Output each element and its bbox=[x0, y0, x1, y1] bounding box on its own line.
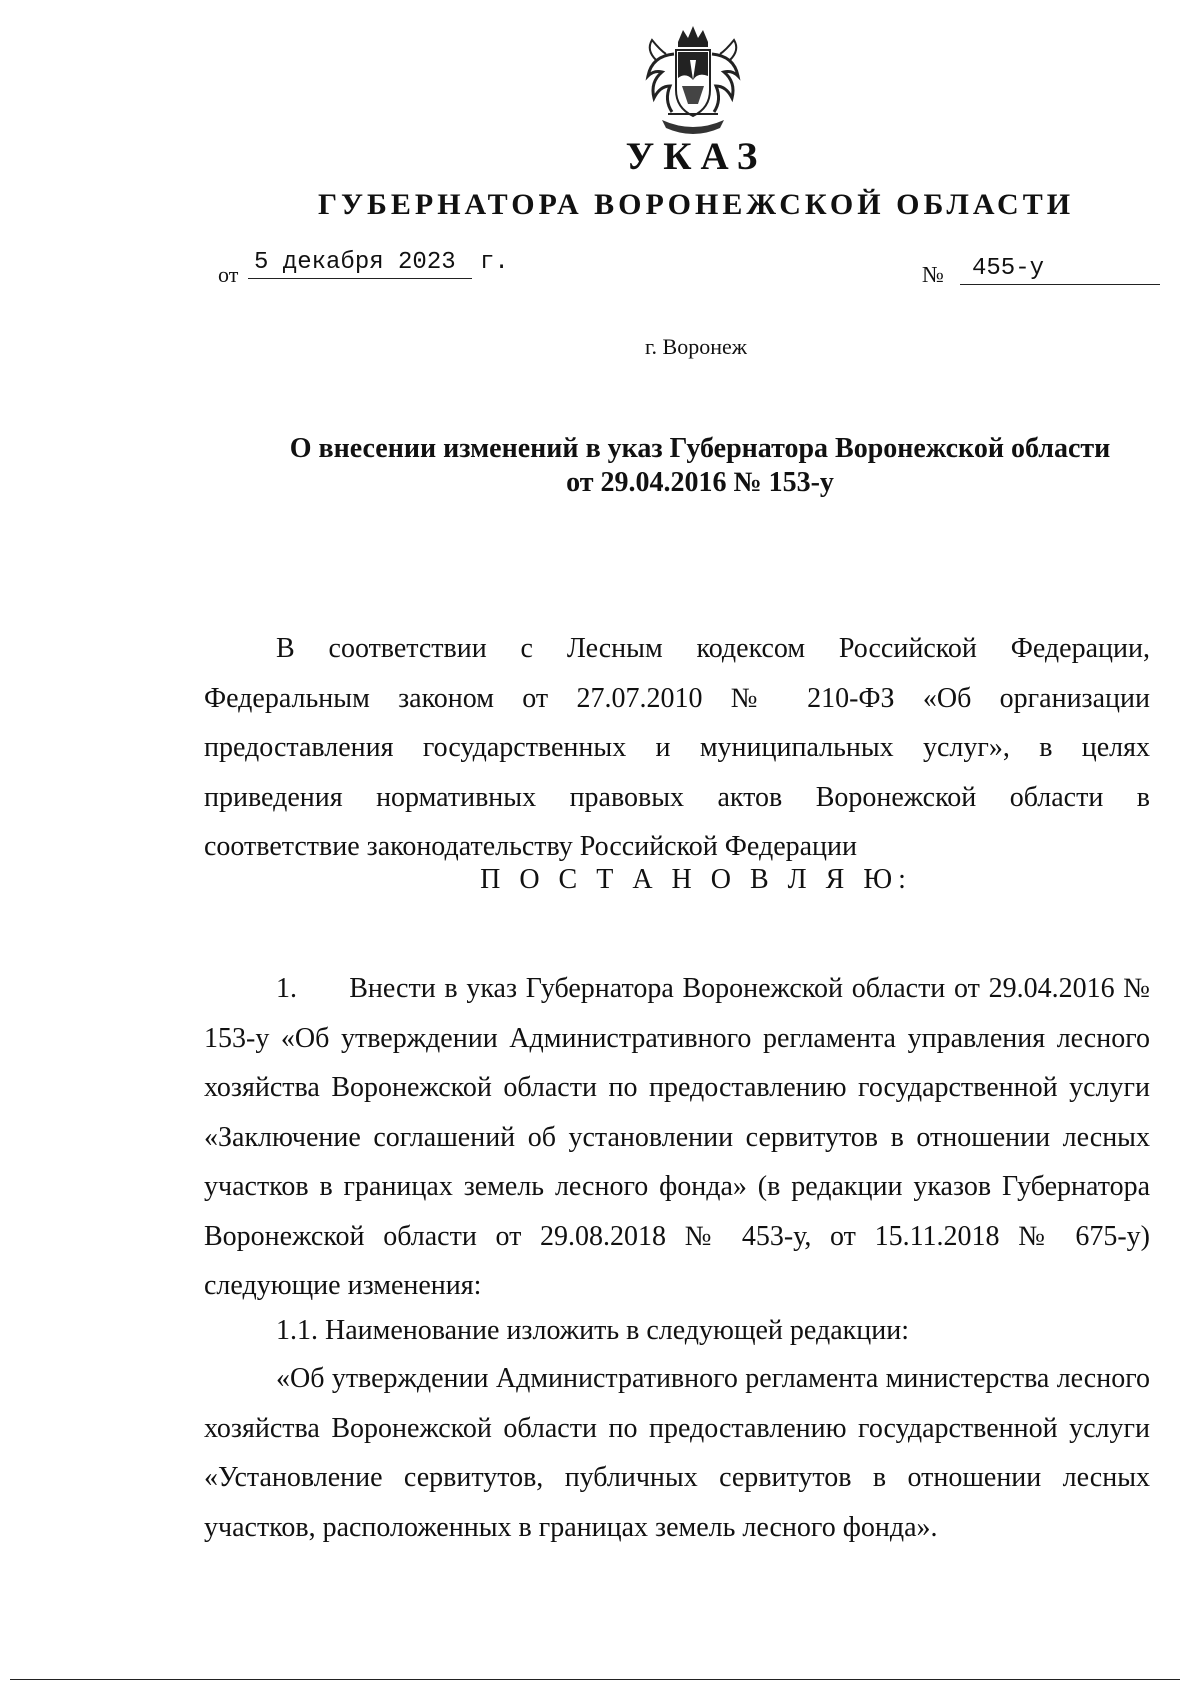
item-1-1-paragraph: 1.1. Наименование изложить в следующей редакции: bbox=[276, 1315, 909, 1346]
issuer-title: ГУБЕРНАТОРА ВОРОНЕЖСКОЙ ОБЛАСТИ bbox=[317, 188, 1075, 221]
item-1-1-text-paragraph: «Об утверждении Административного регламента министерства лесного хозяйства Воронежской области по предоставлению государственной услуги «Установление сервитутов, публичных сервитутов в отношении лесных участков, расположенных в границах земель лесного фонда». bbox=[204, 1363, 1150, 1543]
coat-of-arms-icon bbox=[638, 20, 748, 140]
item-1-paragraph: 1. Внести в указ Губернатора Воронежской области от 29.04.2016 № 153-у «Об утверждении Административного регламента управления лесного хозяйства Воронежской области по предоставлению государственной услуги «Заключение соглашений об установлении сервитутов в отношении лесных участков в границах земель лесного фонда» (в редакции указов Губернатора Воронежской области от 29.08.2018 № 453-у, от 15.11.2018 № 675-у) следующие изменения: bbox=[204, 973, 1150, 1301]
date-suffix: г. bbox=[480, 249, 509, 276]
number-value: 455-у bbox=[960, 254, 1160, 285]
decree-word: П О С Т А Н О В Л Я Ю: bbox=[480, 864, 912, 895]
date-value: 5 декабря 2023 bbox=[248, 248, 472, 279]
document-heading bbox=[200, 432, 1200, 500]
footer-divider bbox=[10, 1679, 1180, 1680]
preamble-paragraph: В соответствии с Лесным кодексом Российской Федерации, Федеральным законом от 27.07.2010 № 210-ФЗ «Об организации предоставления государственных и муниципальных услуг», в целях приведения нормативных правовых актов Воронежской области в соответствие законодательству Российской Федерации bbox=[204, 633, 1150, 862]
document-heading-line2: от 29.04.2016 № 153-у bbox=[566, 467, 834, 498]
number-label: № bbox=[922, 262, 944, 287]
document-title: УКАЗ bbox=[625, 135, 767, 178]
document-heading-line1: О внесении изменений в указ Губернатора Воронежской области bbox=[289, 433, 1111, 464]
date-label: от bbox=[218, 262, 239, 287]
city: г. Воронеж bbox=[645, 334, 747, 359]
